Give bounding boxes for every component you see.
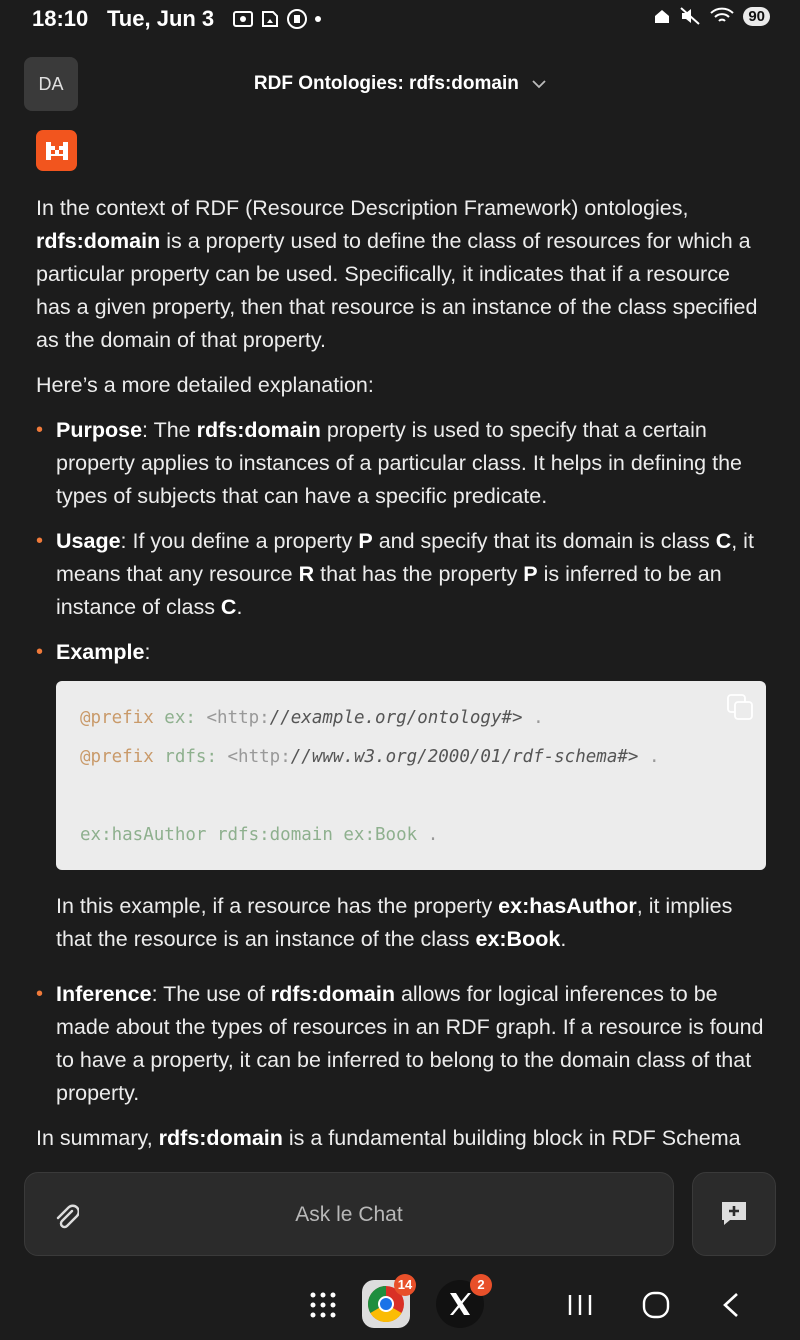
new-chat-button[interactable] bbox=[692, 1172, 776, 1256]
record-icon bbox=[286, 8, 308, 30]
list-item-inference: • Inference: The use of rdfs:domain allows for logical inferences to be made about the types of resources in an RDF graph. If a resource is found to have a property, it can be inferred to belong to the domain class of that property. bbox=[36, 978, 766, 1110]
avatar[interactable]: DA bbox=[24, 57, 78, 111]
list-item-usage: • Usage: If you define a property P and specify that its domain is class C, it means that any resource R that has the property P is inferred to be an instance of class C. bbox=[36, 525, 766, 624]
date: Tue, Jun 3 bbox=[107, 6, 215, 31]
intro-paragraph: In the context of RDF (Resource Description Framework) ontologies, rdfs:domain is a property used to define the class of resources for which a particular property can be used. Specifically, it indicates that if a resource has a given property, then that resource is an instance of the class specified as the domain of that property. bbox=[36, 196, 758, 352]
chat-title[interactable] bbox=[0, 73, 800, 95]
assistant-message bbox=[36, 192, 766, 1167]
gallery-icon bbox=[260, 9, 280, 29]
detail-paragraph: Here’s a more detailed explanation: bbox=[36, 373, 374, 397]
code-line: @prefix rdfs: <http://www.w3.org/2000/01/rdf-schema#> . bbox=[80, 747, 660, 767]
screenshot-icon bbox=[232, 9, 254, 29]
example-explanation: In this example, if a resource has the property ex:hasAuthor, it implies that the resource is an instance of the class ex:Book. bbox=[56, 894, 733, 951]
home-circle-icon bbox=[642, 1291, 670, 1319]
notification-icons bbox=[232, 8, 322, 30]
code-line: @prefix ex: <http://example.org/ontology#> . bbox=[80, 708, 544, 728]
status-bar bbox=[0, 0, 800, 40]
chat-input[interactable] bbox=[24, 1172, 674, 1256]
message-plus-icon bbox=[719, 1199, 749, 1229]
chat-title-label: RDF Ontologies: rdfs:domain bbox=[253, 73, 519, 94]
recents-icon bbox=[567, 1293, 593, 1317]
explanation-list bbox=[36, 414, 766, 1110]
chrome-badge: 14 bbox=[394, 1274, 416, 1296]
list-item-purpose: • Purpose: The rdfs:domain property is used to specify that a certain property applies to instances of a particular class. It helps in defining the types of subjects that can have a specific predicate. bbox=[36, 414, 766, 513]
battery-level: 90 bbox=[743, 7, 770, 26]
clock: 18:10 bbox=[32, 6, 89, 31]
navigation-bar bbox=[0, 1262, 800, 1340]
home-icon bbox=[653, 7, 671, 25]
x-app-button[interactable] bbox=[436, 1277, 485, 1328]
copy-icon[interactable] bbox=[726, 693, 754, 721]
summary-paragraph: In summary, rdfs:domain is a fundamental building block in RDF Schema bbox=[36, 1126, 741, 1150]
code-block bbox=[56, 681, 766, 870]
wifi-icon bbox=[709, 6, 735, 26]
recents-button[interactable] bbox=[567, 1293, 593, 1322]
code-line-blank bbox=[80, 781, 742, 820]
dot-icon bbox=[314, 15, 322, 23]
list-item-example: • Example: @prefix ex: <http://example.org/ontology#> . @prefix rdfs: <http://www.w3.org/2000/01/rdf-schema#> . ex:hasAuthor rdfs:domain ex:Book . In this example, if a resource has the property ex:hasAuthor, it implies that the resource is an instance of the class ex:Book. bbox=[36, 636, 766, 956]
back-icon bbox=[720, 1291, 742, 1319]
mute-icon bbox=[679, 6, 701, 26]
chat-input-placeholder: Ask le Chat bbox=[295, 1203, 403, 1226]
app-drawer-button[interactable] bbox=[308, 1290, 338, 1325]
x-badge: 2 bbox=[470, 1274, 492, 1296]
home-button[interactable] bbox=[642, 1291, 670, 1324]
mistral-logo-icon bbox=[44, 140, 70, 162]
chevron-down-icon bbox=[532, 79, 546, 89]
apps-grid-icon bbox=[308, 1290, 338, 1320]
back-button[interactable] bbox=[720, 1291, 742, 1324]
code-line: ex:hasAuthor rdfs:domain ex:Book . bbox=[80, 825, 439, 845]
chrome-app-button[interactable] bbox=[362, 1277, 413, 1328]
mistral-logo bbox=[36, 130, 77, 171]
